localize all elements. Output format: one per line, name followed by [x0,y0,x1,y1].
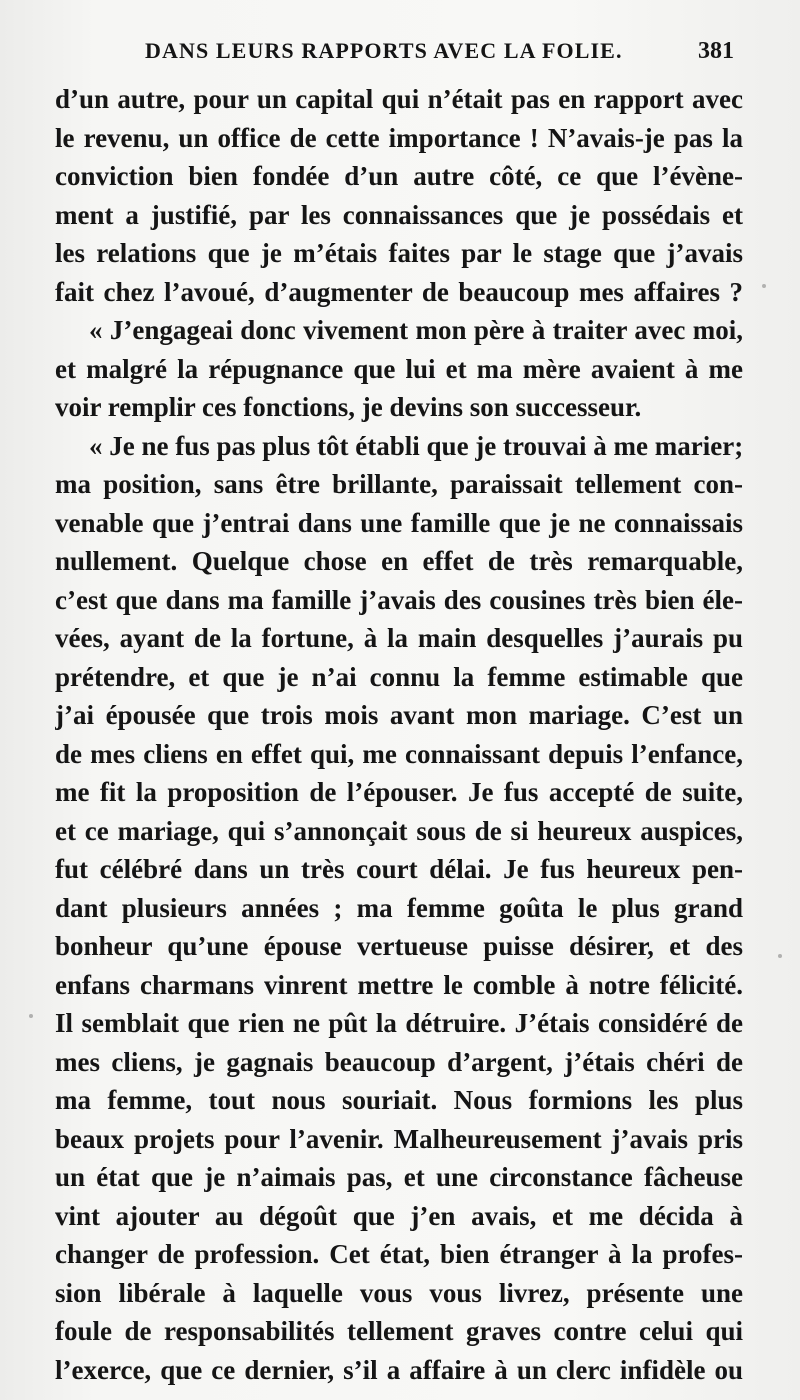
text-line: un état que je n’aimais pas, et une circonstance fâcheuse [55,1162,743,1192]
page-number: 381 [698,38,734,64]
body-text [55,80,743,1389]
text-line: c’est que dans ma famille j’avais des cousines très bien éle- [55,584,743,615]
text-line: me fit la proposition de l’épouser. Je fus accepté de suite, [55,777,743,807]
running-title: DANS LEURS RAPPORTS AVEC LA FOLIE. [145,38,623,63]
text-line: foule de responsabilités tellement graves contre celui qui [55,1316,743,1346]
text-line: l’exerce, que ce dernier, s’il a affaire à un clerc infidèle ou [55,1354,743,1385]
text-line: le revenu, un office de cette importance ! N’avais-je pas la [55,122,743,153]
text-line: fut célébré dans un très court délai. Je fus heureux pen- [55,854,743,884]
text-line: et ce mariage, qui s’annonçait sous de si heureux auspices, [55,815,743,846]
text-line: ma position, sans être brillante, paraissait tellement con- [55,469,743,499]
text-line: nullement. Quelque chose en effet de très remarquable, [55,546,743,576]
text-line: beaux projets pour l’avenir. Malheureusement j’avais pris [55,1123,743,1154]
text-line: Il semblait que rien ne pût la détruire. J’étais considéré de [55,1008,743,1038]
paper-speck [778,954,782,958]
paragraph-start-line: « J’engageai donc vivement mon père à traiter avec moi, [89,315,743,345]
text-line: et malgré la répugnance que lui et ma mère avaient à me [55,353,743,384]
paragraph-end-line: voir remplir ces fonctions, je devins son successeur. [55,392,642,422]
text-line: mes cliens, je gagnais beaucoup d’argent, j’étais chéri de [55,1046,743,1077]
text-line: sion libérale à laquelle vous vous livrez, présente une [55,1277,743,1308]
text-line: vées, ayant de la fortune, à la main desquelles j’aurais pu [55,623,743,653]
text-line: enfans charmans vinrent mettre le comble à notre félicité. [55,969,743,1000]
text-line: dant plusieurs années ; ma femme goûta le plus grand [55,892,743,923]
text-line: vint ajouter au dégoût que j’en avais, et me décida à [55,1200,743,1231]
text-line: conviction bien fondée d’un autre côté, ce que l’évène- [55,161,743,191]
paper-speck [29,1014,33,1018]
text-line: d’un autre, pour un capital qui n’était pas en rapport avec [55,84,743,114]
paper-speck [762,284,766,288]
text-line: fait chez l’avoué, d’augmenter de beaucoup mes affaires ? [55,276,743,307]
text-line: changer de profession. Cet état, bien étranger à la profes- [55,1239,743,1269]
text-line: ma femme, tout nous souriait. Nous formions les plus [55,1085,743,1115]
text-line: de mes cliens en effet qui, me connaissant depuis l’enfance, [55,738,743,769]
text-line: les relations que je m’étais faites par le stage que j’avais [55,238,743,268]
paragraph-start-line: « Je ne fus pas plus tôt établi que je trouvai à me marier; [89,430,743,461]
text-line: venable que j’entrai dans une famille que je ne connaissais [55,507,743,538]
text-line: ment a justifié, par les connaissances que je possédais et [55,199,743,230]
text-line: j’ai épousée que trois mois avant mon mariage. C’est un [55,700,743,730]
text-line: bonheur qu’une épouse vertueuse puisse désirer, et des [55,931,743,961]
running-head [0,30,800,70]
text-line: prétendre, et que je n’ai connu la femme estimable que [55,661,743,692]
